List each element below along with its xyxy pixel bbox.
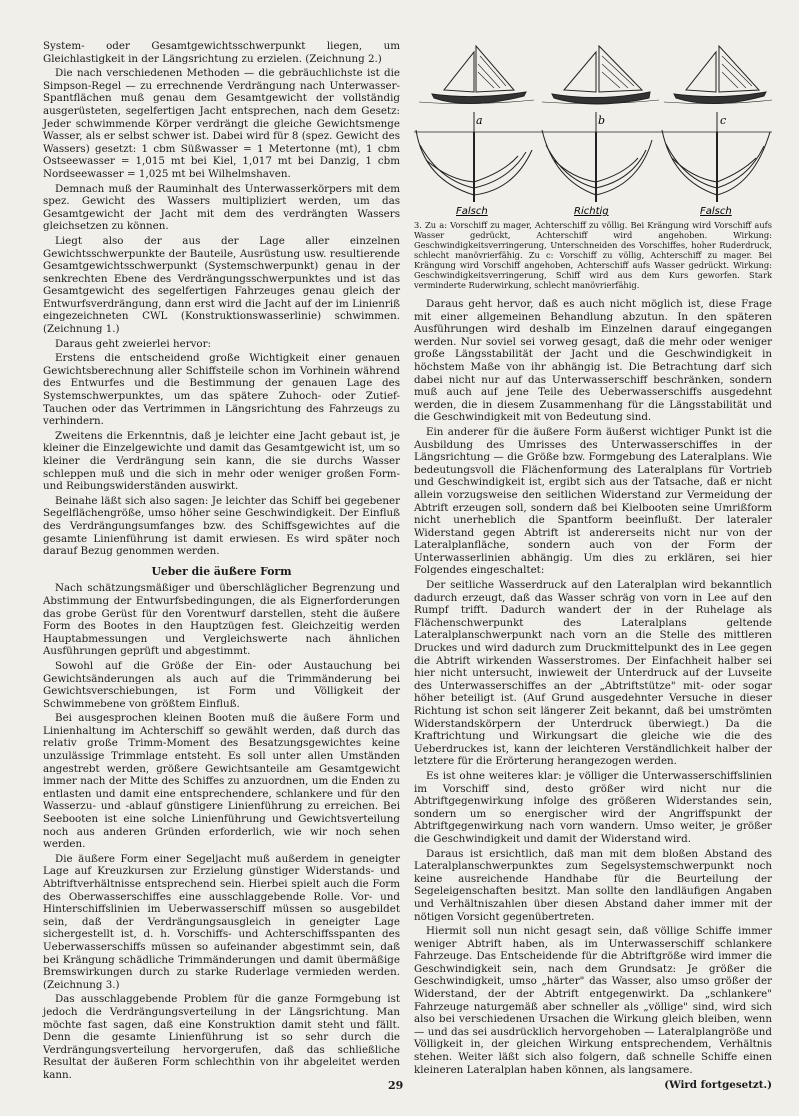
figure-label-b: b [598,114,606,127]
paragraph: Bei ausgesprochen kleinen Booten muß die äußere Form und Linienhaltung im Achterschiff so gewählt werden, daß durch das relativ große Trimm-Moment des Besatzungsgewichtes keine unzulässige Trimmlage entsteht. Es soll unter allen Umständen angestrebt werden, größere Gewichtsanteile am Gesamtgewicht immer nach der Mitte des Schiffes zu anzuordnen, um die Enden zu entlasten und damit eine entsprechendere, schlankere und für den Wasserzu- und -ablauf günstigere Linienführung zu erreichen. Bei Seebooten ist eine solche Linienführung und Gewichtsverteilung noch aus anderen Gründen erforderlich, wie wir noch sehen werden. [43,712,400,851]
hull-drawings [414,40,772,218]
paragraph: Die nach verschiedenen Methoden — die gebräuchlichste ist die Simpson-Regel — zu errechnende Verdrängung nach Unterwasser-Spantflächen muß genau dem Gesamtgewicht der vollständig ausgerüsteten, segelfertigen Jacht entsprechen, nach dem Gesetz: Jeder schwimmende Körper verdrängt die gleiche Gewichtsmenge Wasser, als er selbst schwer ist. Dabei wird für 8 (spez. Gewicht des Wassers) gesetzt: 1 cbm Süßwasser = 1 Metertonne (mt), 1 cbm Ostseewasser = 1,015 mt bei Kiel, 1,017 mt bei Danzig, 1 cbm Nordseewasser = 1,025 mt bei Wilhelmshaven. [43,67,400,180]
hull-lines-a [416,130,532,202]
paragraph: Daraus ist ersichtlich, daß man mit dem bloßen Abstand des Lateralplanschwerpunktes zum Segelsystemschwerpunkt noch keine ausreichende Handhabe für die Beurteilung der Segeleigenschaften besitzt. Man sollte den landläufigen Angaben und Verhältniszahlen über diesen Abstand daher immer mit der nötigen Vorsicht gegenübertreten. [414,847,772,923]
sailboat-sketch-b [542,46,659,104]
paragraph: Hiermit soll nun nicht gesagt sein, daß völlige Schiffe immer weniger Abtrift haben, als im Unterwasserschiff schlankere Fahrzeuge. Das Entscheidende für die Abtriftgröße wird immer die Geschwindigkeit sein, nach dem Grundsatz: Je größer die Geschwindigkeit, umso „härter" das Wasser, also umso größer der Widerstand, der der Abtrift entgegenwirkt. Da „schlankere" Fahrzeuge naturgemäß aber schneller als „völlige" sind, wird sich also bei verschiedenen Ursachen die Wirkung gleich bleiben, wenn — und das sei ausdrücklich hervorgehoben — Lateralplangröße und Völligkeit in, der gleichen Wirkung entsprechendem, Verhältnis stehen. Weiter läßt sich also folgern, daß schnelle Schiffe einen kleineren Lateralplan haben können, als langsamere. [414,925,772,1076]
page-number: 29 [388,1079,404,1092]
figure-caption: 3. Zu a: Vorschiff zu mager, Achterschiff zu völlig. Bei Krängung wird Vorschiff aufs Wasser gedrückt, Achterschiff wird angehoben. Wirkung: Geschwindigkeitsverringerung, Unterschneiden des Vorschiffes, hoher Ruderdruck, schlecht manövrierfähig. Zu c: Vorschiff zu völlig, Achterschiff zu mager. Bei Krängung wird Vorschiff angehoben, Achterschiff aufs Wasser gedrückt. Wirkung: Geschwindigkeitsverringerung, Schiff wird aus dem Kurs geworfen. Stark verminderte Ruderwirkung, schlecht manövrierfähig. [414,220,772,290]
figure-label-a: a [476,114,483,127]
paragraph: Erstens die entscheidend große Wichtigkeit einer genauen Gewichtsberechnung aller Schiffsteile schon im Vorhinein während des Entwurfes und die Bestimmung der genauen Lage des Systemschwerpunktes, um das spätere Zuhoch- oder Zutief-Tauchen oder das Vertrimmen in Längsrichtung des Fahrzeugs zu verhindern. [43,352,400,428]
paragraph: Beinahe läßt sich also sagen: Je leichter das Schiff bei gegebener Segelflächengröße, umso höher seine Geschwindigkeit. Der Einfluß des Verdrängungsumfanges bzw. des Schiffsgewichtes auf die gesamte Linienführung ist damit erwiesen. Es wird später noch darauf Bezug genommen werden. [43,494,400,558]
paragraph: Ein anderer für die äußere Form äußerst wichtiger Punkt ist die Ausbildung des Umrisses des Unterwasserschiffes in der Längsrichtung — die Größe bzw. Formgebung des Lateralplans. Wie bedeutungsvoll die Flächenformung des Lateralplans für Vortrieb und Geschwindigkeit ist, ergibt sich aus der Tatsache, daß er nicht allein vorzugsweise den seitlichen Widerstand zur Vermeidung der Abtrift erzeugen soll, sondern daß bei Kielbooten seine Umrißform nicht unerheblich die Spantform beeinflußt. Der lateraler Widerstand gegen Abtrift ist andererseits nicht nur von der Lateralplanfläche, sondern auch von der Form der Unterwasserlinien abhängig. Um dies zu erklären, sei hier Folgendes eingeschaltet: [414,425,772,577]
paragraph: System- oder Gesamtgewichtsschwerpunkt liegen, um Gleichlastigkeit in der Längsrichtung zu erzielen. (Zeichnung 2.) [43,40,400,65]
figure-heeling-hulls [414,40,772,218]
paragraph: Liegt also der aus der Lage aller einzelnen Gewichtsschwerpunkte der Bauteile, Ausrüstung usw. resultierende Gesamtgewichtsschwerpunkt (Systemschwerpunkt) genau in der senkrechten Ebene des Verdrängungsschwerpunktes und ist das Gesamtgewicht des segelfertigen Fahrzeuges genau gleich der Entwurfsverdrängung, dann erst wird die Jacht auf der im Linienriß eingezeichneten CWL (Konstruktionswasserlinie) schwimmen. (Zeichnung 1.) [43,234,400,336]
hull-lines-c [662,130,770,202]
figure-tag-falsch-c: Falsch [700,206,732,217]
sailboat-sketch-a [419,46,534,104]
hull-lines-b [542,130,652,202]
paragraph: Das ausschlaggebende Problem für die ganze Formgebung ist jedoch die Verdrängungsverteilung in der Längsrichtung. Man möchte fast sagen, daß eine Konstruktion damit steht und fällt. Denn die gesamte Linienführung ist so sehr durch die Verdrängungsverteilung hervorgerufen, daß das schließliche Resultat der äußeren Form schlechthin von ihr abgeleitet werden kann. [43,993,400,1081]
paragraph: Sowohl auf die Größe der Ein- oder Austauchung bei Gewichtsänderungen als auch auf die Trimmänderung bei Gewichtsverschiebungen, ist Form und Völligkeit der Schwimmebene von größtem Einfluß. [43,659,400,710]
paragraph: Es ist ohne weiteres klar: je völliger die Unterwasserschiffslinien im Vorschiff sind, desto größer wird nicht nur die Abtriftgegenwirkung infolge des größeren Widerstandes sein, sondern um so energischer wird der Angriffspunkt der Abtriftgegenwirkung nach vorn wandern. Umso weiter, je größer die Geschwindigkeit und damit der Widerstand wird. [414,769,772,845]
to-be-continued-note: (Wird fortgesetzt.) [664,1079,772,1092]
figure-label-c: c [720,114,727,127]
figure-tag-richtig: Richtig [574,206,609,217]
paragraph: Der seitliche Wasserdruck auf den Lateralplan wird bekanntlich dadurch erzeugt, daß das Wasser schräg von vorn in Lee auf den Rumpf trifft. Dadurch wandert der in der Ruhelage als Flächenschwerpunkt des Lateralplans geltende Lateralplanschwerpunkt nach vorn an die Stelle des mittleren Druckes und wird dadurch zum Druckmittelpunkt des in Lee gegen die Abtrift wirkenden Wasserstromes. Der Einfachheit halber sei hier nicht untersucht, inwieweit der Unterdruck auf der Luvseite des Unterwasserschiffes an der „Abtriftstütze" mit- oder sogar höher beteiligt ist. (Auf Grund ausgedehnter Versuche in dieser Richtung ist schon seit längerer Zeit bekannt, daß bei umströmten Widerstandskörpern der Unterdruck überwiegt.) Da die Kraftrichtung und Wirkungsart die gleiche wie die des Ueberdruckes ist, kann der leichteren Verständlichkeit halber der letztere für die Erörterung herangezogen werden. [414,579,772,768]
section-heading: Ueber die äußere Form [151,564,292,578]
paragraph: Nach schätzungsmäßiger und überschläglicher Begrenzung und Abstimmung der Entwurfsbedingungen, die als Eignerforderungen das grobe Gerüst für den Vorentwurf darstellen, steht die äußere Form des Bootes in den Hauptzügen fest. Gleichzeitig werden Hauptabmessungen und Vergleichswerte nach ähnlichen Ausführungen geprüft und abgestimmt. [43,582,400,658]
right-column [414,40,772,1092]
paragraph: Zweitens die Erkenntnis, daß je leichter eine Jacht gebaut ist, je kleiner die Einzelgewichte und damit das Gesamtgewicht ist, um so kleiner die Verdrängung sein kann, die sie durchs Wasser schleppen muß und die sich in mehr oder weniger großen Form- und Reibungswiderständen auswirkt. [43,429,400,493]
left-column [43,40,400,1081]
paragraph: Daraus geht hervor, daß es auch nicht möglich ist, diese Frage mit einer allgemeinen Behandlung abzutun. In den späteren Ausführungen wird deshalb im Einzelnen darauf eingegangen werden. Nur soviel sei vorweg gesagt, daß die mehr oder weniger große Längsstabilität der Jacht und die Geschwindigkeit in höchstem Maße von ihr abhängig ist. Die Betrachtung darf sich dabei nicht nur auf das Unterwasserschiff beschränken, sondern muß auch auf jene Teile des Ueberwasserschiffs ausgedehnt werden, die in diesem Zusammenhang für die Längsstabilität und die Geschwindigkeit mit von Bedeutung sind. [414,298,772,424]
paragraph: Demnach muß der Rauminhalt des Unterwasserkörpers mit dem spez. Gewicht des Wassers multipliziert werden, um das Gesamtgewicht der Jacht mit dem des verdrängten Wassers gleichsetzen zu können. [43,182,400,233]
paragraph: Die äußere Form einer Segeljacht muß außerdem in geneigter Lage auf Kreuzkursen zur Erzielung günstiger Widerstands- und Abtriftverhältnisse entsprechend sein. Hierbei spielt auch die Form des Oberwasserschiffes eine ausschlaggebende Rolle. Vor- und Hinterschiffslinien im Ueberwasserschiff müssen so ausgebildet sein, daß der Verdrängungsausgleich in geneigter Lage sichergestellt ist, d. h. Vorschiffs- und Achterschiffsspanten des Ueberwasserschiffs müssen so aufeinander abgestimmt sein, daß bei Krängung schädliche Trimmänderungen und damit übermäßige Bremswirkungen durch zu starke Ruderlage vermieden werden. (Zeichnung 3.) [43,852,400,991]
figure-tag-falsch-a: Falsch [456,206,488,217]
paragraph: Daraus geht zweierlei hervor: [55,337,212,350]
sailboat-sketch-c [664,46,772,104]
